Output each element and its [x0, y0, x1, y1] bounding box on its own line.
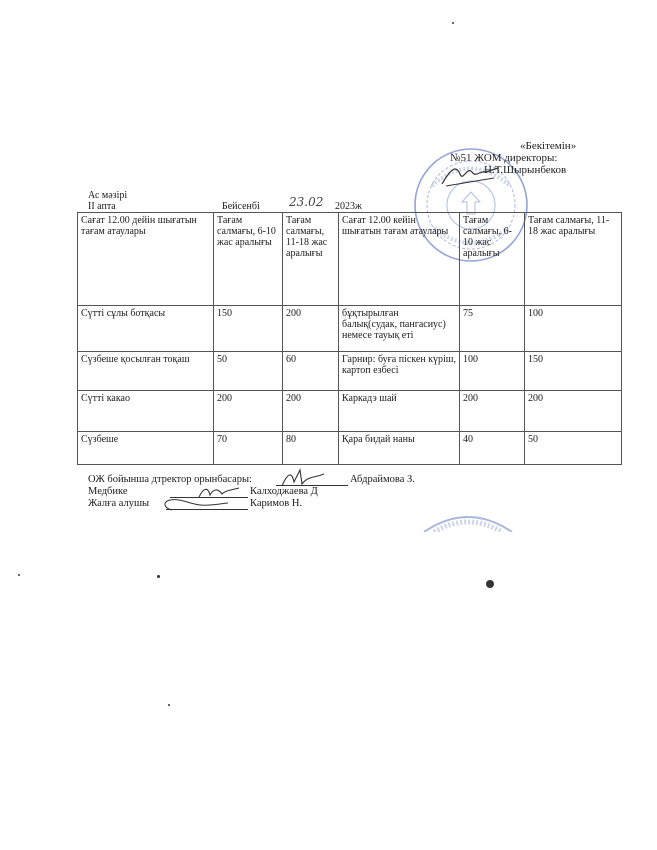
table-cell: Гарнир: буға піскен күріш, картоп езбесі	[339, 352, 460, 391]
table-cell: Сүтті сұлы ботқасы	[78, 306, 214, 352]
table-row	[78, 432, 622, 465]
table-cell: 150	[214, 306, 283, 352]
approval-director-name: Н.Т.Шырынбеков	[484, 164, 567, 176]
menu-table	[77, 212, 622, 465]
table-cell: Сүтті какао	[78, 391, 214, 432]
table-cell: 200	[460, 391, 525, 432]
table-cell: 60	[283, 352, 339, 391]
director-signature	[440, 160, 500, 188]
table-cell: 80	[283, 432, 339, 465]
table-header-row	[78, 213, 622, 306]
table-row	[78, 352, 622, 391]
menu-heading	[88, 190, 362, 212]
handwritten-date: 23.02	[289, 195, 324, 209]
table-cell: 150	[525, 352, 622, 391]
partial-stamp-seal	[418, 512, 518, 532]
table-cell: 200	[214, 391, 283, 432]
table-cell: 50	[525, 432, 622, 465]
table-row	[78, 306, 622, 352]
header-weight-6-10-afternoon: Тағам салмағы, 6-10 жас аралығы	[460, 213, 525, 306]
scan-speck	[157, 575, 160, 578]
deputy-signature	[278, 468, 328, 488]
tenant-name: Каримов Н.	[250, 498, 303, 509]
scan-speck	[486, 580, 494, 588]
tenant-label: Жалға алушы	[88, 498, 150, 509]
table-cell: 40	[460, 432, 525, 465]
approval-position: №51 ЖОМ директоры:	[450, 152, 558, 164]
tenant-signature	[160, 496, 230, 514]
header-weight-11-18: Тағам салмағы, 11-18 жас аралығы	[283, 213, 339, 306]
header-weight-6-10: Тағам салмағы, 6-10 жас аралығы	[214, 213, 283, 306]
scan-speck	[168, 704, 170, 706]
menu-title: Ас мәзірі	[88, 190, 128, 201]
table-cell: Каркадэ шай	[339, 391, 460, 432]
table-cell: Сүзбеше	[78, 432, 214, 465]
table-cell: Қара бидай наны	[339, 432, 460, 465]
week-label: II апта	[88, 201, 116, 212]
deputy-name: Абдраймова З.	[350, 474, 415, 485]
scan-speck	[18, 574, 20, 576]
header-weight-11-18-afternoon: Тағам салмағы, 11-18 жас аралығы	[525, 213, 622, 306]
table-cell: 70	[214, 432, 283, 465]
table-cell: 100	[525, 306, 622, 352]
deputy-label: ОЖ бойынша дтректор орынбасары:	[88, 474, 252, 485]
table-cell: бұқтырылған балық(судак, пангасиус) немесе тауық еті	[339, 306, 460, 352]
day-label: Бейсенбі	[222, 201, 260, 212]
table-row	[78, 391, 622, 432]
scan-speck	[452, 22, 454, 24]
table-cell: Сүзбеше қосылған тоқаш	[78, 352, 214, 391]
header-after-noon-dish: Сағат 12.00 кейін шығатын тағам атаулары	[339, 213, 460, 306]
table-cell: 75	[460, 306, 525, 352]
table-cell: 50	[214, 352, 283, 391]
table-cell: 200	[283, 306, 339, 352]
nurse-name: Калходжаева Д	[250, 486, 318, 497]
table-cell: 100	[460, 352, 525, 391]
year-label: 2023ж	[335, 201, 362, 212]
table-cell: 200	[525, 391, 622, 432]
approval-title: «Бекітемін»	[520, 140, 577, 152]
header-before-noon-dish: Сағат 12.00 дейін шығатын тағам атаулары	[78, 213, 214, 306]
nurse-label: Медбике	[88, 486, 128, 497]
table-cell: 200	[283, 391, 339, 432]
